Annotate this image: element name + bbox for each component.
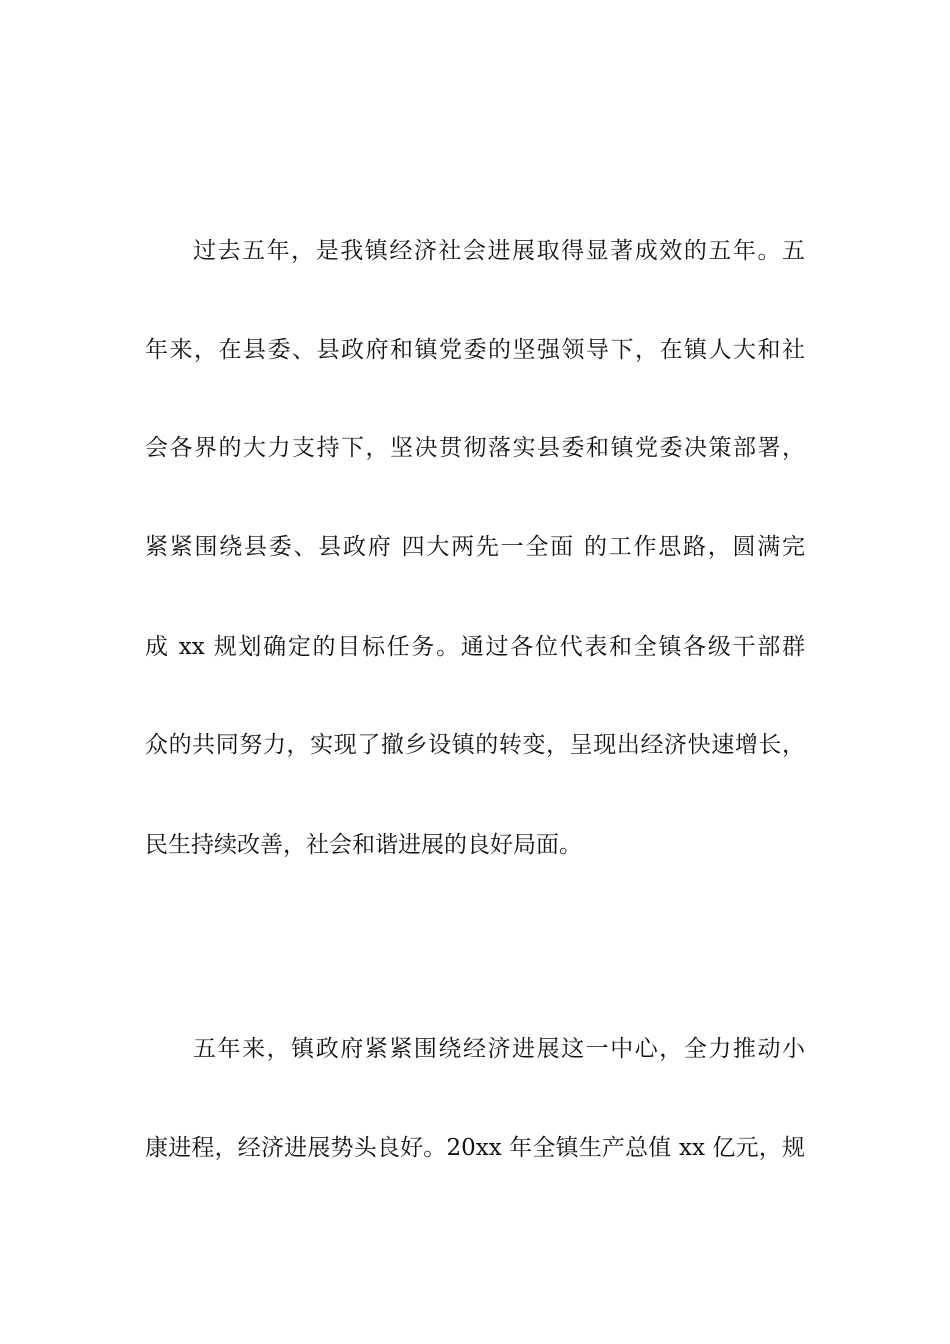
paragraph-line: 会各界的大力支持下，坚决贯彻落实县委和镇党委决策部署， xyxy=(145,435,805,461)
paragraph-line: 紧紧围绕县委、县政府 四大两先一全面 的工作思路，圆满完 xyxy=(145,534,805,560)
paragraph-line: 年来，在县委、县政府和镇党委的坚强领导下，在镇人大和社 xyxy=(145,337,805,363)
paragraph-line: 成 xx 规划确定的目标任务。通过各位代表和全镇各级干部群 xyxy=(145,634,805,660)
paragraph-line: 五年来，镇政府紧紧围绕经济进展这一中心，全力推动小 xyxy=(193,1036,805,1062)
paragraph-line: 众的共同努力，实现了撤乡设镇的转变，呈现出经济快速增长， xyxy=(145,732,805,758)
paragraph-line: 民生持续改善，社会和谐进展的良好局面。 xyxy=(145,832,582,858)
paragraph-line: 过去五年，是我镇经济社会进展取得显著成效的五年。五 xyxy=(193,238,805,264)
paragraph-line: 康进程，经济进展势头良好。20xx 年全镇生产总值 xx 亿元，规 xyxy=(145,1135,805,1161)
